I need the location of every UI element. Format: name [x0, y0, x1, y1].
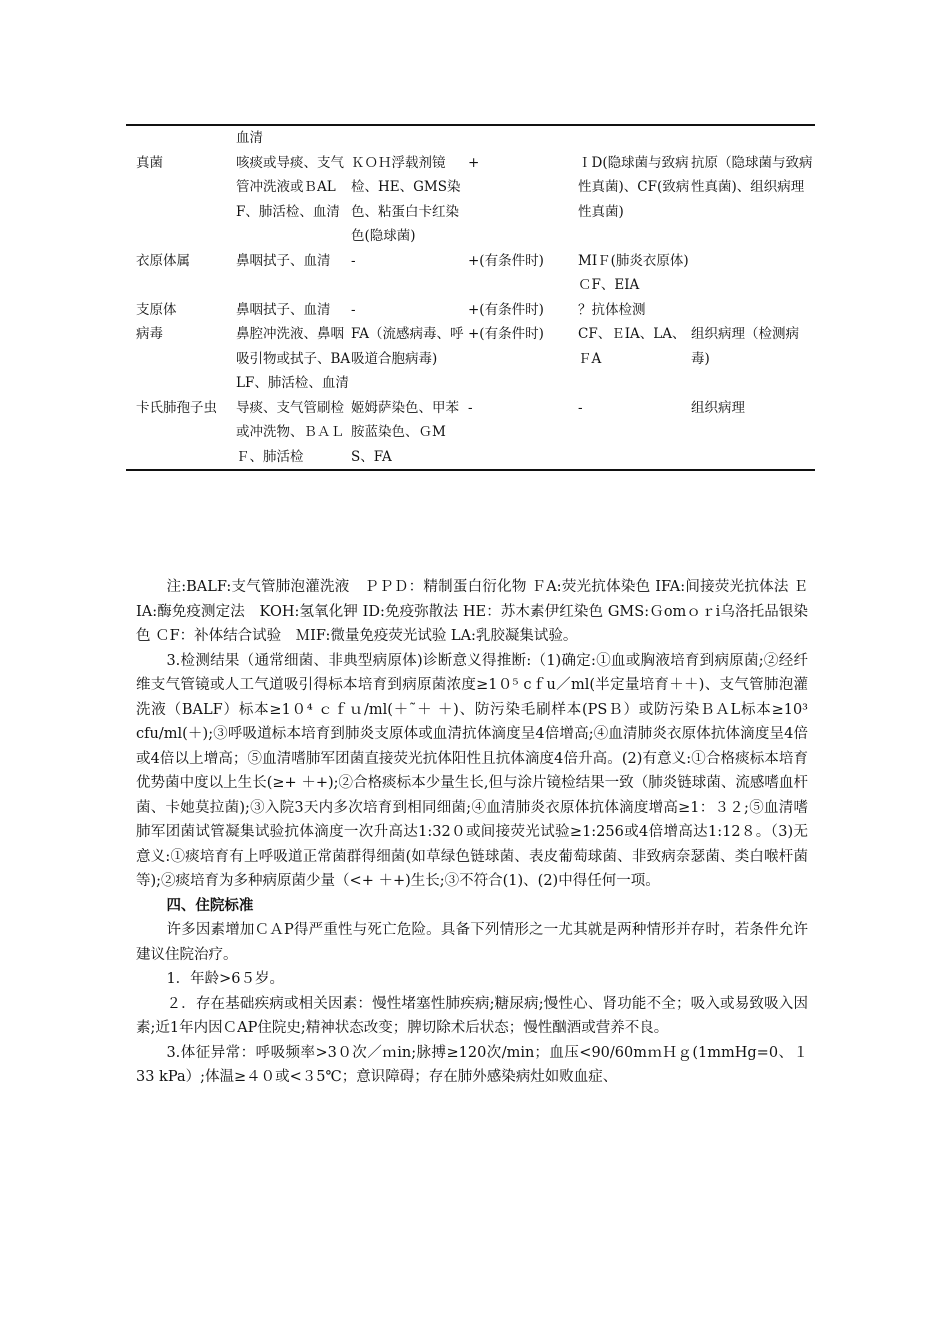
culture-cell: -: [468, 399, 473, 416]
body-text: [136, 575, 808, 1090]
serology-cell: ＩD(隐球菌与致病性真菌)、CF(致病性真菌): [578, 154, 690, 220]
other-cell: 抗原（隐球菌与致病性真菌)、组织病理: [691, 154, 813, 195]
other-cell: [691, 298, 815, 323]
specimen-cell: 鼻咽拭子、血清: [236, 252, 331, 269]
table-row: [126, 126, 815, 151]
table-row: [126, 322, 815, 396]
criterion-item-3: 3.体征异常：呼吸频率>3０次／ｍin;脉搏≥120次/min；血压<90/60mｍＨｇ(1mmHg=0、１33 kPa）;体温≥４０或<３5℃；意识障碍；存在肺外感染病灶如败血症、: [136, 1044, 808, 1085]
other-cell: 组织病理（检测病毒): [691, 326, 799, 367]
culture-cell: +(有条件时): [468, 326, 544, 342]
other-cell: [691, 126, 815, 151]
result-paragraph: 3.检测结果（通常细菌、非典型病原体)诊断意义得推断:（1)确定:①血或胸液培育到病原菌;②经纤维支气管镜或人工气道吸引得标本培育到病原菌浓度≥1０⁵ cｆu／ml(半定量培育＋＋)、支气管肺泡灌洗液（BALF）标本≥1０⁴ ｃｆｕ/ml(＋˜＋ ＋)、防污染毛刷样本(PSＢ）或防污染ＢＡL标本≥10³ cfu/ml(＋);③呼吸道标本培育到肺炎支原体或血清抗体滴度呈4倍增高;④血清肺炎衣原体抗体滴度呈4倍或4倍以上增高；⑤血清嗜肺军团菌直接荧光抗体阳性且抗体滴度4倍升高。(2)有意义:①合格痰标本培育优势菌中度以上生长(≥+ ＋+);②合格痰标本少量生长,但与涂片镜检结果一致（肺炎链球菌、流感嗜血杆菌、卡她莫拉菌);③入院3天内多次培育到相同细菌;④血清肺炎衣原体抗体滴度增高≥1：３２;⑤血清嗜肺军团菌试管凝集试验抗体滴度一次升高达1:32０或间接荧光试验≥1:256或4倍增高达1:12８。（3)无意义:①痰培育有上呼吸道正常菌群得细菌(如草绿色链球菌、表皮葡萄球菌、非致病奈瑟菌、类白喉杆菌等);②痰培育为多种病原菌少量（<+ ＋+)生长;③不符合(1)、(2)中得任何一项。: [136, 652, 808, 889]
specimen-cell: 鼻腔冲洗液、鼻咽吸引物或拭子、BALF、肺活检、血清: [236, 326, 351, 391]
pathogen-cell: [126, 126, 236, 151]
pathogen-cell: 卡氏肺孢子虫: [136, 399, 217, 416]
pathogen-table: [126, 124, 815, 471]
table-row: [126, 249, 815, 298]
culture-cell: +: [468, 154, 480, 171]
specimen-cell: 鼻咽拭子、血清: [236, 301, 331, 318]
culture-cell: +(有条件时): [468, 301, 544, 318]
serology-cell: [578, 126, 691, 151]
pathogen-cell: 病毒: [136, 326, 163, 342]
intro-paragraph: 许多因素增加ＣＡP得严重性与死亡危险。具备下列情形之一尤其就是两种情形并存时，若条件允许建议住院治疗。: [136, 922, 808, 963]
stain-cell: FA（流感病毒、呼吸道合胞病毒): [351, 326, 464, 367]
table-row: [126, 151, 815, 249]
culture-cell: +(有条件时): [468, 252, 544, 269]
serology-cell: ？抗体检测: [578, 301, 646, 318]
table-bottom-rule: [126, 469, 815, 471]
pathogen-cell: 真菌: [136, 154, 163, 171]
criterion-item-1: 1．年龄>6５岁。: [166, 971, 285, 987]
culture-cell: [468, 126, 578, 151]
stain-cell: -: [351, 301, 356, 318]
stain-cell: ＫＯＨ浮载剂镜检、HE、GMS染色、粘蛋白卡红染色(隐球菌): [351, 154, 461, 244]
stain-cell: 姬姆萨染色、甲苯胺蓝染色、ＧMS、FA: [351, 399, 459, 465]
table-note: 注:BALF:支气管肺泡灌洗液 ＰＰＤ：精制蛋白衍化物 ＦA:荧光抗体染色 IFA:间接荧光抗体法 ＥIA:酶免疫测定法 KOH:氢氧化钾 ID:免疫弥散法 HE：苏木素伊红染色 GMS:Ｇomｏｒi乌洛托品银染色 ＣF：补体结合试验 ＭIF:微量免疫荧光试验 LA:乳胶凝集试验。: [136, 579, 808, 644]
serology-cell: CF、ＥIA、LA、ＦA: [578, 326, 686, 367]
specimen-cell: 咳痰或导痰、支气管冲洗液或ＢALF、肺活检、血清: [236, 154, 344, 220]
stain-cell: -: [351, 252, 356, 269]
pathogen-cell: 衣原体属: [136, 252, 190, 269]
criterion-item-2: ２．存在基础疾病或相关因素：慢性堵塞性肺疾病;糖尿病;慢性心、肾功能不全；吸入或易致吸入因素;近1年内因ＣAP住院史;精神状态改变；脾切除术后状态；慢性酗酒或营养不良。: [136, 995, 808, 1036]
table-row: [126, 396, 815, 470]
table-row: [126, 298, 815, 323]
stain-cell: [351, 126, 468, 151]
section-heading: 四、住院标准: [166, 897, 254, 914]
other-cell: [691, 249, 815, 298]
other-cell: 组织病理: [691, 399, 745, 416]
serology-cell: MIＦ(肺炎衣原体)ＣF、EIA: [578, 252, 689, 293]
serology-cell: -: [578, 399, 583, 416]
pathogen-cell: 支原体: [136, 301, 177, 318]
specimen-cell: 导痰、支气管刷检或冲洗物、ＢＡＬＦ、肺活检: [236, 399, 344, 465]
diagnosis-table: [126, 126, 815, 469]
specimen-cell: 血清: [236, 130, 263, 146]
